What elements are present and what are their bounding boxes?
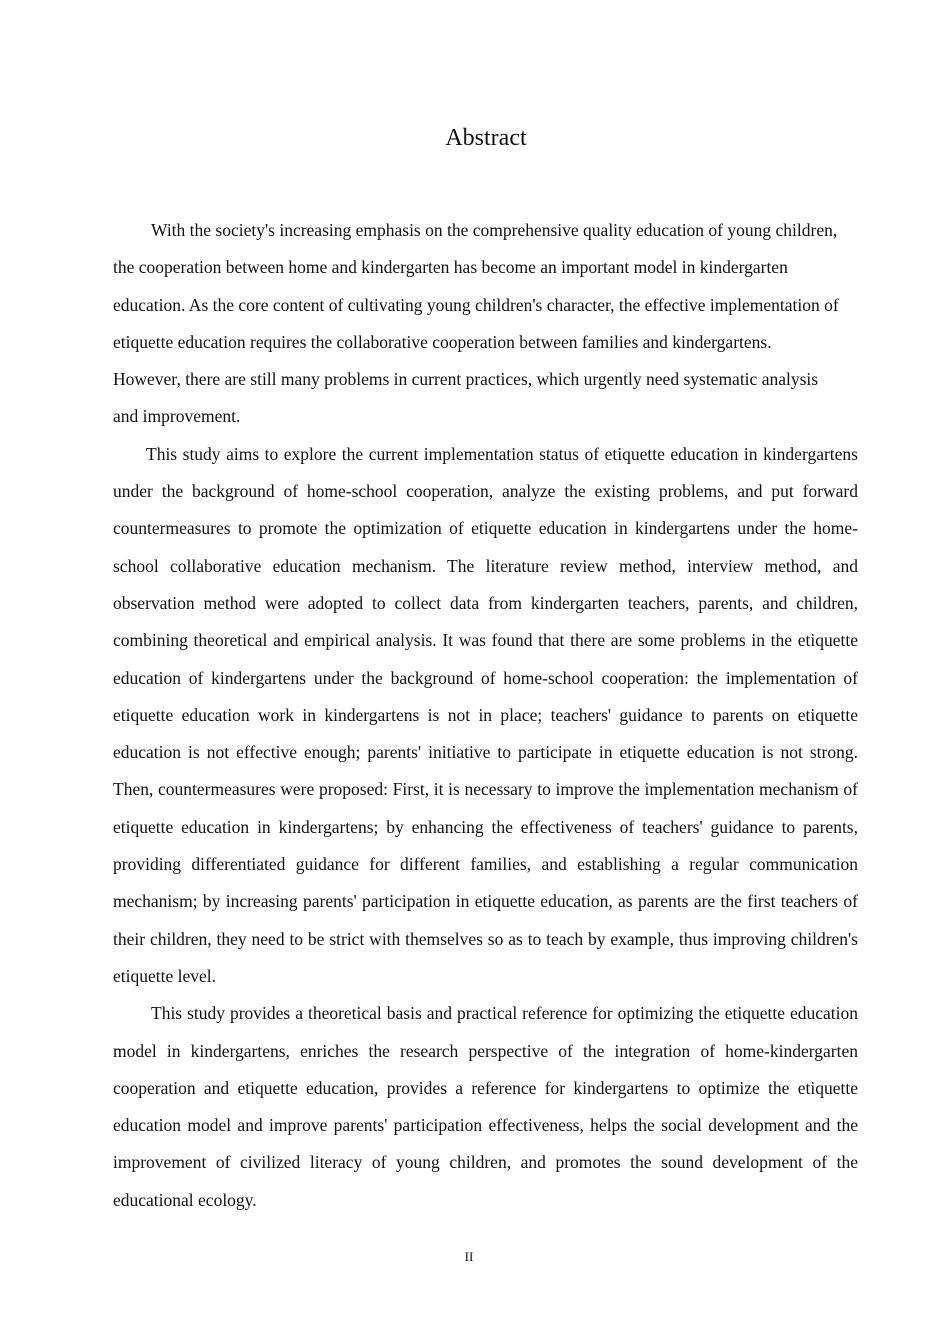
abstract-paragraph-3: This study provides a theoretical basis and practical reference for optimizing the etiquette education model in kindergartens, enriches the research perspective of the integration of home-kindergarten cooperation and etiquette education, provides a reference for kindergartens to optimize the etiquette education model and improve parents' participation effectiveness, helps the social development and the improvement of civilized literacy of young children, and promotes the sound development of the educational ecology. <box>113 1003 858 1210</box>
page-title: Abstract <box>445 125 527 151</box>
page-number: II <box>464 1249 474 1264</box>
abstract-paragraph-1: With the society's increasing emphasis on the comprehensive quality education of young children, the cooperation between home and kindergarten has become an important model in kindergarten education. As the core content of cultivating young children's character, the effective implementation of etiquette education requires the collaborative cooperation between families and kindergartens. However, there are still many problems in current practices, which urgently need systematic analysis and improvement. <box>113 220 839 427</box>
abstract-paragraph-2: This study aims to explore the current implementation status of etiquette education in kindergartens under the background of home-school cooperation, analyze the existing problems, and put forward countermeasures to promote the optimization of etiquette education in kindergartens under the home-school collaborative education mechanism. The literature review method, interview method, and observation method were adopted to collect data from kindergarten teachers, parents, and children, combining theoretical and empirical analysis. It was found that there are some problems in the etiquette education of kindergartens under the background of home-school cooperation: the implementation of etiquette education work in kindergartens is not in place; teachers' guidance to parents on etiquette education is not effective enough; parents' initiative to participate in etiquette education is not strong. Then, countermeasures were proposed: First, it is necessary to improve the implementation mechanism of etiquette education in kindergartens; by enhancing the effectiveness of teachers' guidance to parents, providing differentiated guidance for different families, and establishing a regular communication mechanism; by increasing parents' participation in etiquette education, as parents are the first teachers of their children, they need to be strict with themselves so as to teach by example, thus improving children's etiquette level. <box>113 443 858 986</box>
abstract-body <box>113 212 858 1219</box>
